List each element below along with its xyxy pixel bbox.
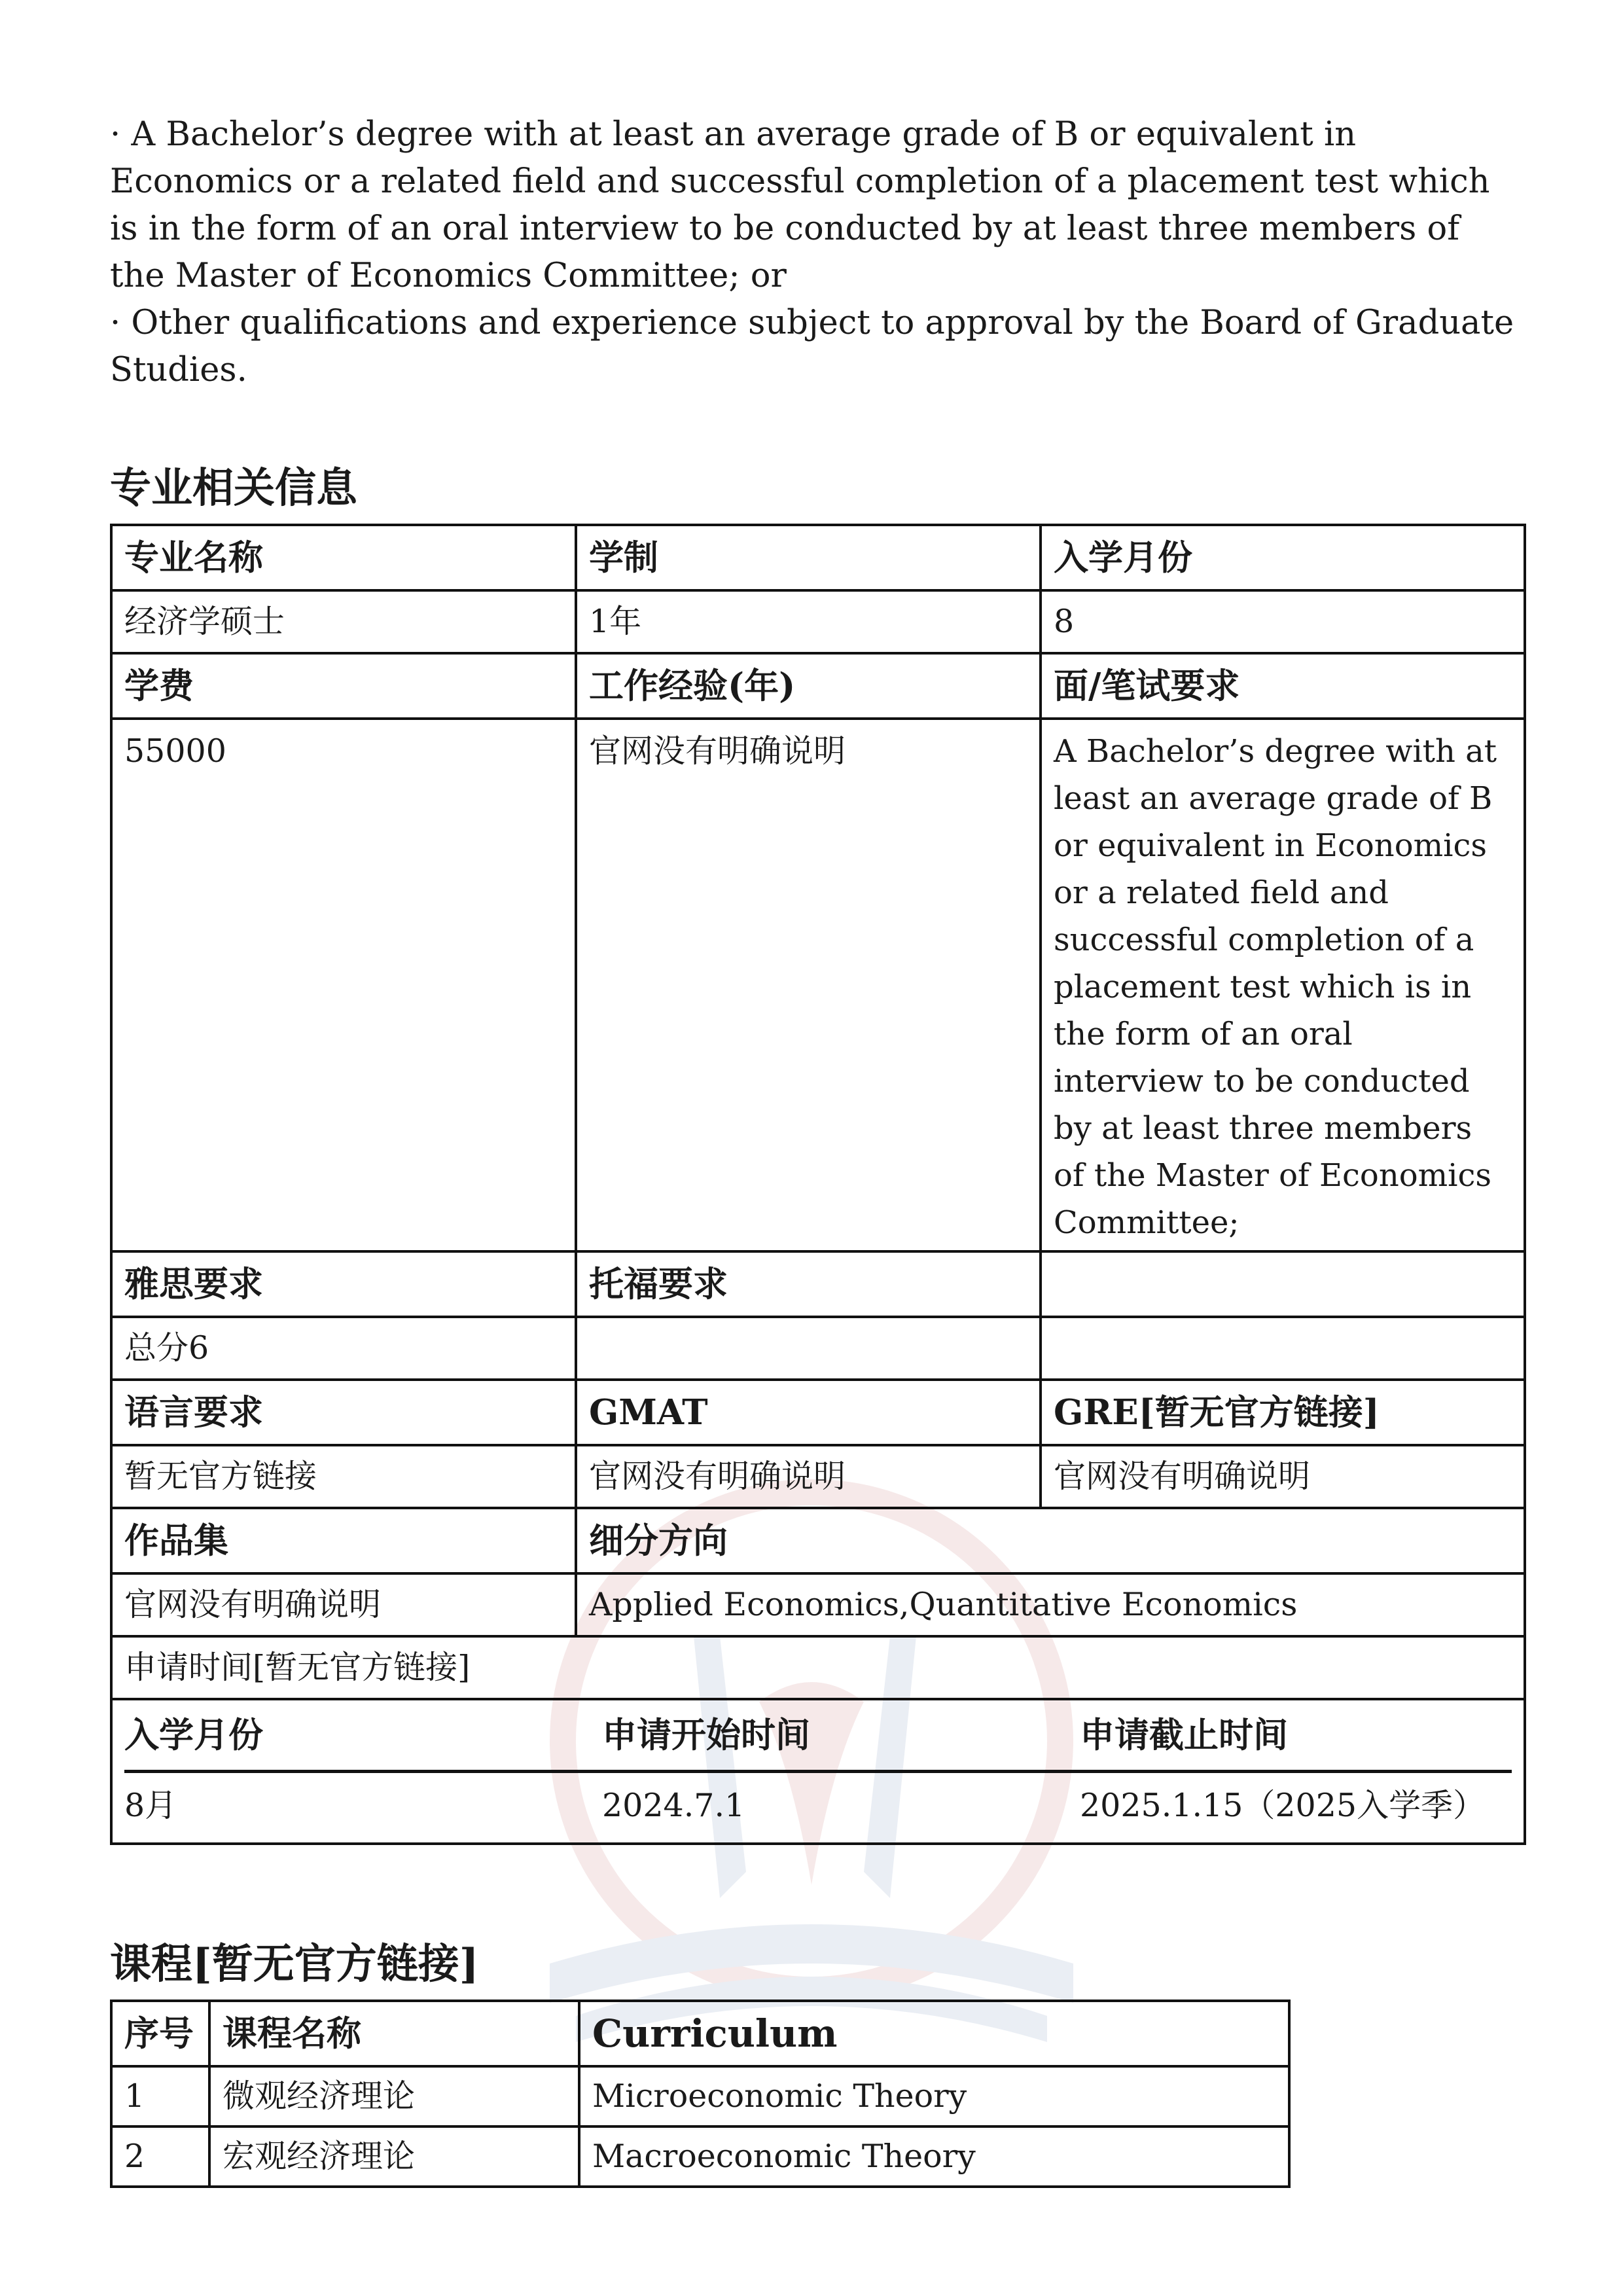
curriculum-table [110, 2000, 1291, 2188]
curriculum-header-en: Curriculum [579, 2001, 1289, 2066]
section-title-program-info: 专业相关信息 [110, 463, 357, 512]
header-program-name: 专业名称 [111, 525, 576, 590]
value-interview-requirement: A Bachelor’s degree with at least an average grade of B or equivalent in Economics or a related field and successful completion of a placement test which is in the form of an oral interview to be conducted by at least three members of the Master of Economics Committee; [1041, 719, 1525, 1251]
curriculum-no: 2 [111, 2126, 209, 2187]
curriculum-en: Microeconomic Theory [579, 2066, 1289, 2126]
apply-header-intake: 入学月份 [124, 1700, 602, 1772]
apply-time-cell [111, 1699, 1525, 1844]
header-toefl: 托福要求 [576, 1251, 1041, 1317]
curriculum-cn: 微观经济理论 [209, 2066, 579, 2126]
header-work-experience: 工作经验(年) [576, 653, 1041, 719]
intro-text [110, 111, 1517, 394]
header-gre: GRE[暂无官方链接] [1041, 1380, 1525, 1445]
value-portfolio: 官网没有明确说明 [111, 1573, 576, 1636]
apply-value-deadline: 2025.1.15（2025入学季） [1080, 1787, 1486, 1824]
table-row [111, 2126, 1289, 2187]
curriculum-header-cn: 课程名称 [209, 2001, 579, 2066]
curriculum-cn: 宏观经济理论 [209, 2126, 579, 2187]
header-interview-requirement: 面/笔试要求 [1041, 653, 1525, 719]
apply-time-table [124, 1700, 1512, 1839]
curriculum-header-no: 序号 [111, 2001, 209, 2066]
value-gre: 官网没有明确说明 [1041, 1445, 1525, 1508]
header-language: 语言要求 [111, 1380, 576, 1445]
value-intake-month: 8 [1041, 590, 1525, 653]
value-work-experience: 官网没有明确说明 [576, 719, 1041, 1251]
header-intake-month: 入学月份 [1041, 525, 1525, 590]
value-language: 暂无官方链接 [111, 1445, 576, 1508]
apply-value-start: 2024.7.1 [602, 1787, 745, 1824]
intro-paragraph-2: · Other qualifications and experience subject to approval by the Board of Graduate Studies. [110, 304, 1514, 389]
value-empty [1041, 1317, 1525, 1380]
program-info-table [110, 524, 1526, 1845]
header-specialization: 细分方向 [576, 1508, 1525, 1573]
curriculum-no: 1 [111, 2066, 209, 2126]
header-gmat: GMAT [576, 1380, 1041, 1445]
value-tuition: 55000 [111, 719, 576, 1251]
apply-value-intake: 8月 [124, 1787, 177, 1824]
curriculum-en: Macroeconomic Theory [579, 2126, 1289, 2187]
table-row [111, 2066, 1289, 2126]
header-portfolio: 作品集 [111, 1508, 576, 1573]
apply-time-label: 申请时间[暂无官方链接] [111, 1636, 1525, 1699]
value-duration: 1年 [576, 590, 1041, 653]
section-title-curriculum: 课程[暂无官方链接] [110, 1939, 479, 1988]
header-tuition: 学费 [111, 653, 576, 719]
intro-paragraph-1: · A Bachelor’s degree with at least an average grade of B or equivalent in Economics or a related field and successful completion of a placement test which is in the form of an oral interview to be conducted by at least three members of the Master of Economics Committee; or [110, 115, 1490, 295]
value-gmat: 官网没有明确说明 [576, 1445, 1041, 1508]
header-duration: 学制 [576, 525, 1041, 590]
header-ielts: 雅思要求 [111, 1251, 576, 1317]
header-empty [1041, 1251, 1525, 1317]
apply-header-deadline: 申请截止时间 [1080, 1700, 1512, 1772]
value-program-name: 经济学硕士 [111, 590, 576, 653]
value-toefl [576, 1317, 1041, 1380]
apply-header-start: 申请开始时间 [602, 1700, 1080, 1772]
value-ielts: 总分6 [111, 1317, 576, 1380]
value-specialization: Applied Economics,Quantitative Economics [576, 1573, 1525, 1636]
